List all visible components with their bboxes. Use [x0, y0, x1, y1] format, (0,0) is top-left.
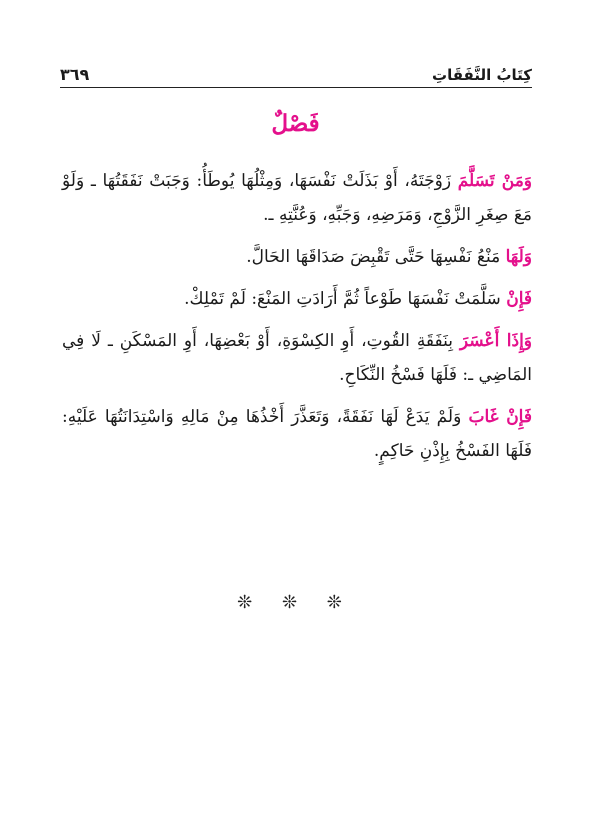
paragraph-lead: فَإِنْ	[506, 289, 532, 309]
paragraph-text: وَلَمْ يَدَعْ لَهَا نَفَقَةً، وَتَعَذَّرَ أَخْذُهَا مِنْ مَالِهِ وَاسْتِدَانَتُهَا عَلَيْهِ: فَلَهَا الفَسْخُ بِإِذْنِ حَاكِمٍ.	[62, 407, 532, 461]
section-end-ornament: ❊ ❊ ❊	[237, 592, 354, 613]
page-number: ٣٦٩	[60, 65, 90, 84]
paragraph	[62, 164, 532, 232]
chapter-title: كِتَابُ النَّفَقَاتِ	[432, 66, 532, 84]
section-heading: فَصْلٌ	[271, 110, 320, 137]
paragraph	[62, 400, 532, 468]
paragraph-lead: وَمَنْ تَسَلَّمَ	[457, 171, 533, 191]
paragraph-lead: وَإِذَا أَعْسَرَ	[459, 331, 532, 351]
paragraph	[62, 240, 532, 274]
paragraph	[62, 282, 532, 316]
paragraph	[62, 324, 532, 392]
paragraph-text: بِنَفَقَةِ القُوتِ، أَوِ الكِسْوَةِ، أَوْ بَعْضِهَا، أَوِ المَسْكَنِ ـ لَا فِي المَاضِي ـ: فَلَهَا فَسْخُ النِّكَاحِ.	[62, 331, 532, 385]
paragraph-text: سَلَّمَتْ نَفْسَهَا طَوْعاً ثُمَّ أَرَادَتِ المَنْعَ: لَمْ تَمْلِكْ.	[184, 289, 507, 309]
paragraph-text: زَوْجَتَهُ، أَوْ بَذَلَتْ نَفْسَهَا، وَمِثْلُهَا يُوطَأُ: وَجَبَتْ نَفَقَتُهَا ـ وَلَوْ مَعَ صِغَرِ الزَّوْجِ، وَمَرَضِهِ، وَجَبِّهِ، وَعُنَّتِهِ ـ.	[62, 171, 532, 225]
body-text	[62, 164, 532, 476]
paragraph-text: مَنْعُ نَفْسِهَا حَتَّى تَقْبِضَ صَدَاقَهَا الحَالَّ.	[246, 247, 506, 267]
running-header	[60, 58, 532, 88]
paragraph-lead: وَلَهَا	[505, 247, 532, 267]
paragraph-lead: فَإِنْ غَابَ	[468, 407, 532, 427]
